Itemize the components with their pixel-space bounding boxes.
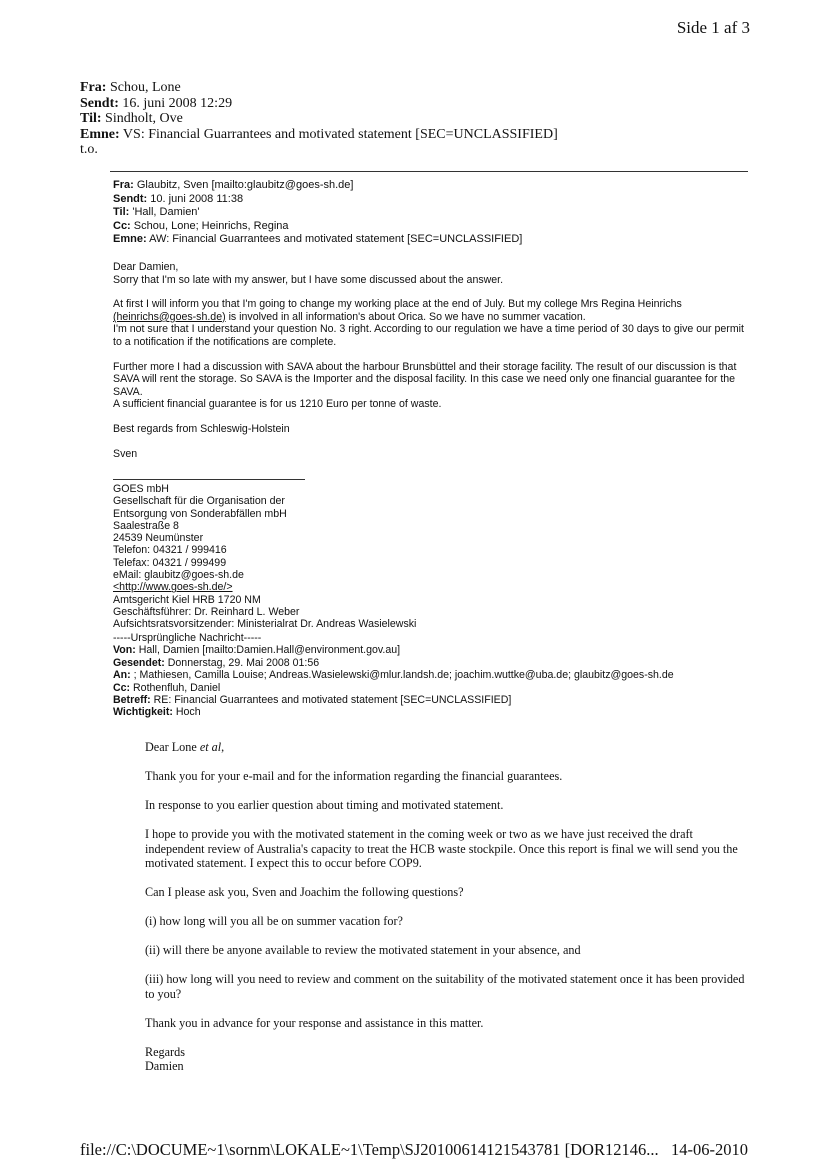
orig-importance-value: Hoch [175,706,201,719]
footer-date: 14-06-2010 [671,1140,748,1159]
inner-to-label: Til: [113,206,130,218]
orig-subject-value: RE: Financial Guarrantees and motivated statement [SEC=UNCLASSIFIED] [153,694,512,707]
sven-name: Sven [113,447,138,460]
orig-cc-label: Cc: [113,681,131,694]
outer-sent-label: Sendt: [80,95,119,111]
goes-signature-block [113,483,416,631]
outer-from-label: Fra: [80,80,107,95]
inner-sent-row [113,193,522,207]
orig-to-value: ; Mathiesen, Camilla Louise; Andreas.Wasielewski@mlur.landsh.de; joachim.wuttke@uba.de; glaubitz@goes-sh.de [133,669,674,682]
signature-ceo: Geschäftsführer: Dr. Reinhard L. Weber [113,605,300,618]
damien-signoff [145,1045,753,1074]
outer-email-header [80,80,558,158]
signature-street: Saalestraße 8 [113,519,179,532]
sven-paragraph-3 [113,361,753,411]
sven-paragraph-3b: A sufficient financial guarantee is for us 1210 Euro per tonne of waste. [113,398,442,411]
outer-from-row [80,80,558,96]
orig-from-row [113,644,674,656]
orig-to-label: An: [113,669,131,682]
orig-sent-row [113,657,674,669]
damien-paragraph-3: I hope to provide you with the motivated statement in the coming week or two as we have just received the draft independent review of Australia's capacity to treat the HCB waste stockpile. Once this report is final we will send you the motivated statement. I expect this to occur before COP9. [145,827,738,870]
damien-question-1: (i) how long will you all be on summer vacation for? [145,914,403,928]
outer-note: t.o. [80,142,98,157]
damien-greeting-comma: , [221,740,225,754]
orig-subject-row [113,694,674,706]
sven-paragraph-2c: I'm not sure that I understand your question No. 3 right. According to our regulation we have a time period of 30 days to give our permit to a notification if the notifications are complete. [113,323,744,348]
original-message-divider: -----Ursprüngliche Nachricht----- [113,632,262,644]
signature-fax: Telefax: 04321 / 999499 [113,556,227,569]
damien-greeting-et-al: et al [199,740,222,754]
inner-email-header [113,179,522,247]
inner-to-row [113,206,522,220]
signature-phone: Telefon: 04321 / 999416 [113,544,227,557]
signature-board-chair: Aufsichtsratsvorsitzender: Ministerialrat Dr. Andreas Wasielewski [113,618,417,631]
sven-paragraph-1: Sorry that I'm so late with my answer, but I have some discussed about the answer. [113,273,504,286]
outer-subject-value: VS: Financial Guarrantees and motivated statement [SEC=UNCLASSIFIED] [122,126,558,142]
outer-to-row [80,111,558,127]
orig-from-label: Von: [113,644,136,657]
signature-website-link[interactable]: <http://www.goes-sh.de/> [113,581,233,594]
orig-from-value: Hall, Damien [mailto:Damien.Hall@environment.gov.au] [138,644,401,657]
signature-line-3: Entsorgung von Sonderabfällen mbH [113,507,287,520]
orig-sent-label: Gesendet: [113,656,165,669]
damien-paragraph-1: Thank you for your e-mail and for the information regarding the financial guarantees. [145,769,563,783]
inner-subject-value: AW: Financial Guarrantees and motivated statement [SEC=UNCLASSIFIED] [149,233,523,245]
outer-subject-label: Emne: [80,126,120,142]
inner-subject-row [113,233,522,247]
inner-from-row [113,179,522,193]
damien-paragraph-4: Can I please ask you, Sven and Joachim the following questions? [145,885,464,899]
inner-from-value: Glaubitz, Sven [mailto:glaubitz@goes-sh.de] [136,179,354,191]
sven-paragraph-2 [113,298,753,348]
inner-sent-label: Sendt: [113,192,148,205]
inner-subject-label: Emne: [113,233,147,245]
inner-cc-value: Schou, Lone; Heinrichs, Regina [133,219,289,232]
outer-subject-row [80,127,558,143]
damien-greeting [145,740,753,755]
inner-sent-value: 10. juni 2008 11:38 [150,192,244,205]
outer-sent-value: 16. juni 2008 12:29 [122,95,233,111]
damien-question-3: (iii) how long will you need to review and comment on the suitability of the motivated statement once it has been provided to you? [145,972,745,1001]
inner-cc-label: Cc: [113,219,131,232]
inner-from-label: Fra: [113,179,134,191]
damien-regards: Regards [145,1044,185,1059]
sven-closing: Best regards from Schleswig-Holstein [113,422,290,435]
damien-name: Damien [145,1059,184,1073]
damien-question-2: (ii) will there be anyone available to review the motivated statement in your absence, and [145,943,581,957]
orig-subject-label: Betreff: [113,694,151,707]
orig-cc-value: Rothenfluh, Daniel [133,681,221,694]
orig-cc-row [113,682,674,694]
damien-paragraph-2: In response to you earlier question about timing and motivated statement. [145,798,504,812]
footer-file-path: file://C:\DOCUME~1\sornm\LOKALE~1\Temp\SJ20100614121543781 [DOR12146... [80,1140,659,1159]
orig-importance-row [113,706,674,718]
orig-to-row [113,669,674,681]
outer-to-label: Til: [80,111,102,126]
outer-to-value: Sindholt, Ove [105,111,183,126]
orig-sent-value: Donnerstag, 29. Mai 2008 01:56 [167,656,320,669]
inner-cc-row [113,220,522,234]
signature-city: 24539 Neumünster [113,532,204,545]
signature-court: Amtsgericht Kiel HRB 1720 NM [113,593,261,606]
original-message-header [113,632,674,719]
signature-separator-line [113,479,305,480]
inner-to-value: 'Hall, Damien' [132,206,200,218]
outer-sent-row [80,96,558,112]
signature-line-2: Gesellschaft für die Organisation der [113,495,285,508]
signature-email: eMail: glaubitz@goes-sh.de [113,569,244,582]
heinrichs-email-link[interactable]: (heinrichs@goes-sh.de) [113,310,226,323]
page-number-label: Side 1 af 3 [676,18,750,37]
signature-company: GOES mbH [113,483,169,495]
damien-greeting-text: Dear Lone [145,740,197,754]
sven-paragraph-2a: At first I will inform you that I'm going to change my working place at the end of July. But my college Mrs Regina Heinrichs [113,298,682,311]
sven-paragraph-3a: Further more I had a discussion with SAVA about the harbour Brunsbüttel and their storage facility. The result of our discussion is that SAVA will rent the storage. So SAVA is the Importer and the disposal facility. In this case we need only one financial guarantee for the SAVA. [113,360,737,398]
damien-paragraph-5: Thank you in advance for your response and assistance in this matter. [145,1015,484,1030]
header-separator-line [110,171,748,172]
damien-message-body [145,740,753,1074]
sven-intro [113,261,753,286]
orig-importance-label: Wichtigkeit: [113,706,173,719]
outer-from-value: Schou, Lone [109,80,181,95]
sven-greeting: Dear Damien, [113,261,179,273]
sven-message-body [113,261,753,472]
sven-paragraph-2b: is involved in all information's about Orica. So we have no summer vacation. [228,310,586,323]
